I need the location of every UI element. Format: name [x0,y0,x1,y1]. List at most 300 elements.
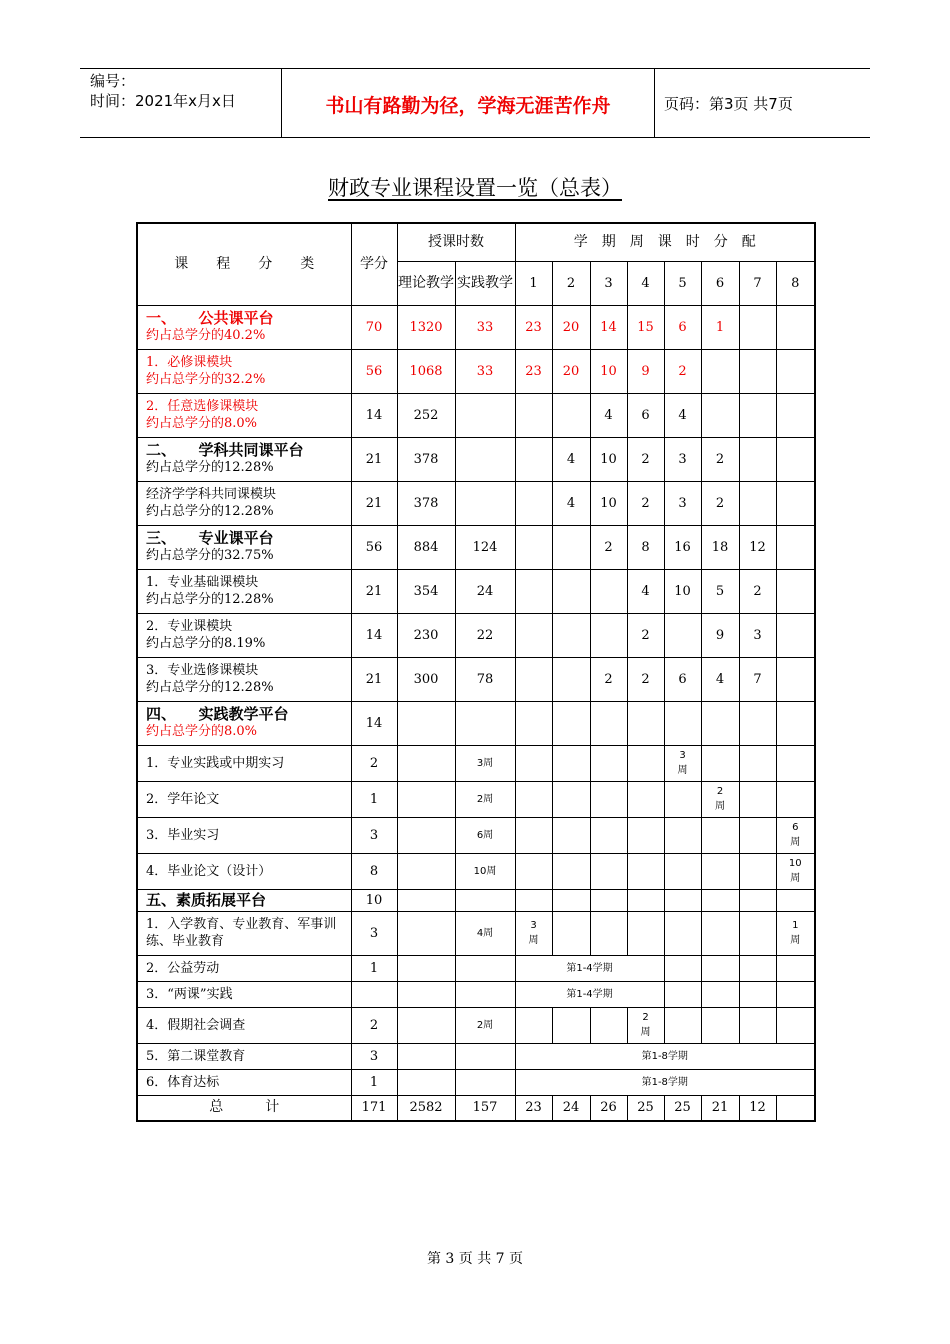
row-theory [397,955,455,981]
row-term [590,569,627,613]
row-term [739,437,776,481]
row-practice [455,437,515,481]
row-term [627,701,664,745]
row-practice: 78 [455,657,515,701]
row-term: 4 [552,481,590,525]
table-header-row [137,223,815,261]
row-term [552,613,590,657]
row-term [552,525,590,569]
row-term: 2 [701,481,739,525]
row-term: 7 [739,657,776,701]
total-label: 总 计 [137,1095,351,1121]
table-row [137,1069,815,1095]
total-term: 25 [627,1095,664,1121]
table-row [137,305,815,349]
row-term [701,393,739,437]
row-term: 2 [627,657,664,701]
row-term: 6 周 [776,817,815,853]
total-term [776,1095,815,1121]
row-term [776,889,815,911]
row-term-span: 第1-8学期 [515,1069,815,1095]
row-practice [455,955,515,981]
row-practice [455,1043,515,1069]
table-row [137,911,815,955]
row-theory: 300 [397,657,455,701]
row-term [701,349,739,393]
row-term [776,745,815,781]
row-category [137,525,351,569]
table-row [137,955,815,981]
row-category [137,701,351,745]
header-term: 1 [515,261,552,305]
row-credits: 1 [351,955,397,981]
row-term: 4 [552,437,590,481]
row-term [776,1007,815,1043]
row-credits: 3 [351,911,397,955]
row-credits: 1 [351,781,397,817]
row-term [552,853,590,889]
row-term [515,745,552,781]
row-category [137,955,351,981]
total-term: 24 [552,1095,590,1121]
row-term: 2 [701,437,739,481]
row-term [590,781,627,817]
row-theory [397,1007,455,1043]
category-share: 约占总学分的8.0% [146,416,258,431]
page-header [80,68,870,138]
row-term: 9 [627,349,664,393]
row-credits: 21 [351,657,397,701]
row-term [776,481,815,525]
row-theory: 230 [397,613,455,657]
row-term [552,701,590,745]
row-term: 3 周 [664,745,701,781]
row-term: 4 [590,393,627,437]
row-term [664,1007,701,1043]
header-term: 7 [739,261,776,305]
row-category [137,745,351,781]
row-credits: 2 [351,745,397,781]
row-category [137,657,351,701]
row-term: 2 [627,613,664,657]
row-theory [397,853,455,889]
row-term: 20 [552,349,590,393]
row-credits: 1 [351,1069,397,1095]
row-term: 23 [515,305,552,349]
row-term [664,701,701,745]
row-term: 5 [701,569,739,613]
row-term [515,781,552,817]
row-term [739,305,776,349]
row-term [627,781,664,817]
row-category [137,817,351,853]
row-category [137,569,351,613]
row-practice: 10周 [455,853,515,889]
category-name: 1．专业实践或中期实习 [146,755,285,771]
document-title-wrap [0,172,950,202]
row-practice [455,981,515,1007]
row-term [664,911,701,955]
row-term [515,701,552,745]
row-term [776,701,815,745]
table-row [137,525,815,569]
category-share: 约占总学分的12.28% [146,504,274,519]
course-table [136,222,816,1122]
row-term [552,781,590,817]
row-theory: 884 [397,525,455,569]
category-name: 三、 专业课平台 [146,529,274,547]
page-footer: 第 3 页 共 7 页 [426,1251,524,1267]
row-term [515,1007,552,1043]
row-term [552,889,590,911]
row-category [137,781,351,817]
row-practice: 6周 [455,817,515,853]
row-term: 3 [664,437,701,481]
total-term: 21 [701,1095,739,1121]
category-name: 五、素质拓展平台 [146,890,267,909]
row-term [701,745,739,781]
header-term: 8 [776,261,815,305]
row-practice [455,393,515,437]
row-term [590,853,627,889]
row-term: 1 [701,305,739,349]
total-credits: 171 [351,1095,397,1121]
header-term: 5 [664,261,701,305]
row-term [552,745,590,781]
row-term [515,613,552,657]
row-term: 8 [627,525,664,569]
row-theory [397,981,455,1007]
row-theory [397,911,455,955]
row-term [776,437,815,481]
row-term [701,817,739,853]
header-practice: 实践教学 [455,261,515,305]
table-row [137,853,815,889]
row-term [590,1007,627,1043]
row-term [701,853,739,889]
row-term [552,911,590,955]
row-term [739,853,776,889]
row-credits: 2 [351,1007,397,1043]
row-term [701,889,739,911]
category-share: 约占总学分的8.19% [146,636,266,651]
category-name: 四、 实践教学平台 [146,705,289,723]
row-term [739,981,776,1007]
category-share: 约占总学分的12.28% [146,460,274,475]
row-credits: 14 [351,701,397,745]
total-row [137,1095,815,1121]
row-practice: 4周 [455,911,515,955]
row-credits: 70 [351,305,397,349]
row-term [627,745,664,781]
row-term: 2 [590,525,627,569]
row-term [739,889,776,911]
row-term [701,911,739,955]
row-term: 2 周 [627,1007,664,1043]
row-term [627,911,664,955]
row-term [739,955,776,981]
row-credits [351,981,397,1007]
row-term [739,701,776,745]
total-term: 23 [515,1095,552,1121]
category-share: 约占总学分的32.2% [146,372,266,387]
row-term: 9 [701,613,739,657]
row-term: 3 周 [515,911,552,955]
row-credits: 8 [351,853,397,889]
table-row [137,817,815,853]
header-term: 4 [627,261,664,305]
row-term [664,889,701,911]
row-term [776,781,815,817]
row-term: 20 [552,305,590,349]
header-credits: 学分 [351,223,397,305]
table-row [137,745,815,781]
row-credits: 14 [351,613,397,657]
row-term: 6 [664,657,701,701]
row-credits: 21 [351,569,397,613]
row-category [137,1043,351,1069]
header-term: 2 [552,261,590,305]
row-term: 14 [590,305,627,349]
category-name: 经济学学科共同课模块 [146,487,277,502]
category-share: 约占总学分的8.0% [146,724,258,739]
row-term [627,889,664,911]
header-category: 课 程 分 类 [137,223,351,305]
row-practice [455,1069,515,1095]
row-term [664,853,701,889]
row-term [552,817,590,853]
row-term [627,817,664,853]
table-row [137,1043,815,1069]
row-theory [397,701,455,745]
category-share: 约占总学分的40.2% [146,328,266,343]
document-title: 财政专业课程设置一览（总表） [328,176,622,200]
row-term [515,853,552,889]
header-theory: 理论教学 [397,261,455,305]
row-term [627,853,664,889]
row-term [739,817,776,853]
row-term [664,955,701,981]
row-term [590,889,627,911]
row-term: 10 周 [776,853,815,889]
row-theory [397,1043,455,1069]
row-credits: 14 [351,393,397,437]
row-credits: 56 [351,525,397,569]
row-term: 10 [590,349,627,393]
row-term: 10 [590,481,627,525]
row-term [664,817,701,853]
row-term: 4 [664,393,701,437]
row-term [701,981,739,1007]
header-meta [90,71,236,111]
row-term: 2 [590,657,627,701]
category-share: 约占总学分的12.28% [146,592,274,607]
category-share: 约占总学分的12.28% [146,680,274,695]
row-theory [397,745,455,781]
row-term [776,525,815,569]
table-row [137,701,815,745]
row-term: 12 [739,525,776,569]
total-theory: 2582 [397,1095,455,1121]
row-category [137,981,351,1007]
table-row [137,393,815,437]
row-term: 10 [664,569,701,613]
row-term [552,1007,590,1043]
total-term: 25 [664,1095,701,1121]
row-term [664,981,701,1007]
row-term: 16 [664,525,701,569]
row-term [739,393,776,437]
table-row [137,657,815,701]
row-theory: 1068 [397,349,455,393]
row-theory: 378 [397,437,455,481]
row-category [137,1069,351,1095]
row-term [515,393,552,437]
row-term [739,911,776,955]
row-term [739,349,776,393]
row-term: 2 周 [701,781,739,817]
row-term [701,1007,739,1043]
row-category [137,393,351,437]
row-term [739,781,776,817]
header-page-number: 页码：第3页 共7页 [664,95,793,113]
category-name: 3．“两课”实践 [146,986,233,1002]
row-term [701,701,739,745]
row-theory [397,781,455,817]
category-name: 一、 公共课平台 [146,309,274,327]
row-term: 15 [627,305,664,349]
category-name: 6．体育达标 [146,1074,220,1090]
row-term-span: 第1-4学期 [515,981,664,1007]
category-name: 1．专业基础课模块 [146,575,259,590]
row-term [701,955,739,981]
row-term [776,657,815,701]
category-name: 二、 学科共同课平台 [146,441,304,459]
category-name: 2．专业课模块 [146,619,233,634]
row-term [739,1007,776,1043]
category-name: 2．学年论文 [146,791,220,807]
row-category [137,481,351,525]
row-term: 3 [739,613,776,657]
header-semester: 学 期 周 课 时 分 配 [515,223,815,261]
row-term [776,349,815,393]
row-term [739,481,776,525]
table-row [137,569,815,613]
row-term: 2 [627,437,664,481]
row-term [515,525,552,569]
row-theory: 378 [397,481,455,525]
row-theory: 354 [397,569,455,613]
row-category [137,1007,351,1043]
row-credits: 21 [351,481,397,525]
row-term: 6 [627,393,664,437]
total-term: 26 [590,1095,627,1121]
table-row [137,481,815,525]
row-theory: 1320 [397,305,455,349]
row-term [515,481,552,525]
row-term: 1 周 [776,911,815,955]
row-practice: 24 [455,569,515,613]
row-term [664,613,701,657]
table-row [137,1007,815,1043]
row-category [137,437,351,481]
row-term [590,745,627,781]
row-term [776,569,815,613]
header-term: 6 [701,261,739,305]
row-category [137,349,351,393]
row-term: 2 [664,349,701,393]
row-term [515,437,552,481]
total-practice: 157 [455,1095,515,1121]
doc-number-label: 编号： [90,72,136,90]
row-practice [455,701,515,745]
category-name: 4．假期社会调查 [146,1017,246,1033]
table-row [137,781,815,817]
row-term [552,569,590,613]
table-row [137,349,815,393]
row-term-span: 第1-4学期 [515,955,664,981]
row-credits: 3 [351,817,397,853]
category-name: 2．公益劳动 [146,960,220,976]
row-term: 3 [664,481,701,525]
row-credits: 56 [351,349,397,393]
row-credits: 3 [351,1043,397,1069]
total-term: 12 [739,1095,776,1121]
row-practice: 33 [455,305,515,349]
row-category [137,911,351,955]
row-term [590,817,627,853]
category-name: 3．毕业实习 [146,827,220,843]
row-term [515,657,552,701]
category-name: 4．毕业论文（设计） [146,863,272,879]
table-row [137,613,815,657]
row-term [590,701,627,745]
row-category [137,613,351,657]
row-practice: 22 [455,613,515,657]
row-practice: 3周 [455,745,515,781]
row-term: 23 [515,349,552,393]
table-row [137,889,815,911]
row-practice: 2周 [455,1007,515,1043]
category-share: 约占总学分的32.75% [146,548,274,563]
row-term: 18 [701,525,739,569]
row-practice: 33 [455,349,515,393]
row-term [590,613,627,657]
row-term: 2 [627,481,664,525]
row-term [776,613,815,657]
row-term [552,657,590,701]
category-name: 3．专业选修课模块 [146,663,259,678]
row-credits: 21 [351,437,397,481]
row-category [137,305,351,349]
doc-date: 时间：2021年x月x日 [90,92,236,110]
header-divider [654,69,655,137]
row-theory [397,817,455,853]
row-term: 10 [590,437,627,481]
category-name: 5．第二课堂教育 [146,1048,246,1064]
header-term: 3 [590,261,627,305]
row-practice [455,889,515,911]
row-term: 4 [627,569,664,613]
row-theory [397,1069,455,1095]
row-term-span: 第1-8学期 [515,1043,815,1069]
header-hours: 授课时数 [397,223,515,261]
row-term [776,955,815,981]
row-term [590,911,627,955]
row-term [515,817,552,853]
row-term [776,981,815,1007]
row-practice [455,481,515,525]
